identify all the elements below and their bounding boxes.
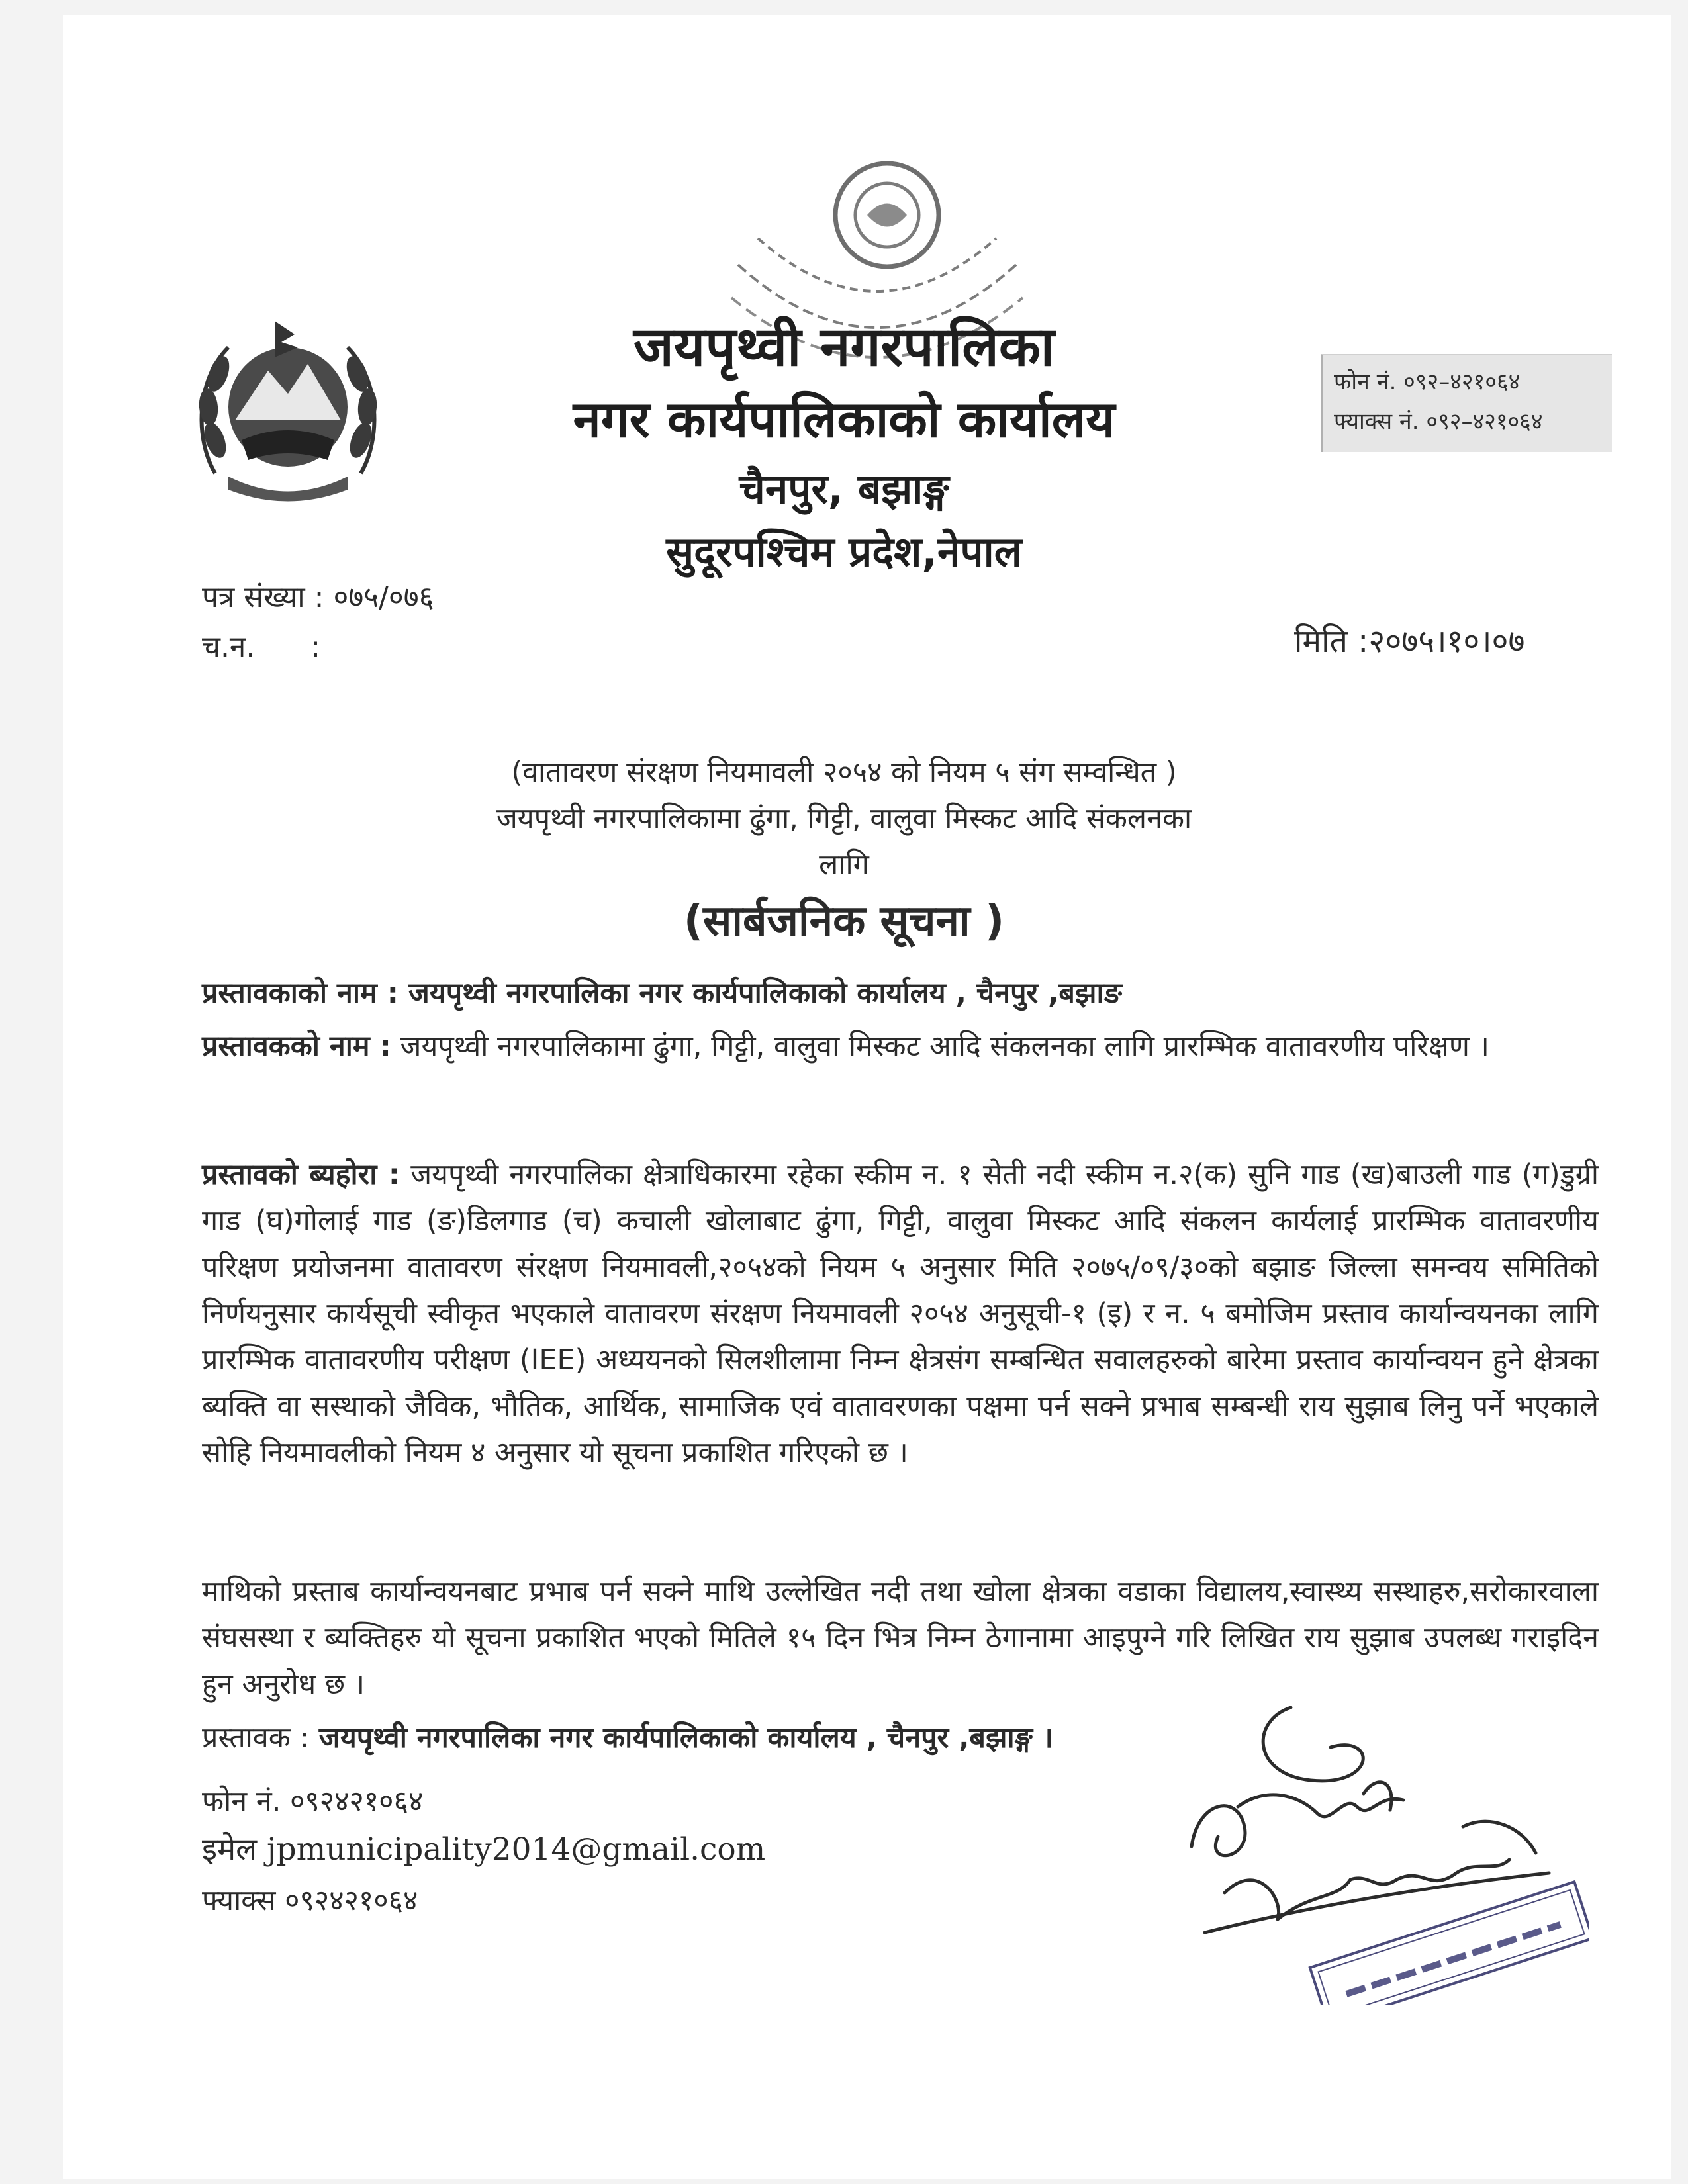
office-province: सुदूरपश्चिम प्रदेश,नेपाल [666, 527, 1022, 576]
proposal-details-paragraph [202, 1152, 1599, 1476]
office-name: नगर कार्यपालिकाको कार्यालय [573, 390, 1115, 449]
subject-line-3: लागि [819, 848, 869, 882]
proposal-details-value: जयपृथ्वी नगरपालिका क्षेत्राधिकारमा रहेका स्कीम न. १ सेती नदी स्कीम न.२(क) सुनि गाड (ख)बाउली गाड (ग)डुग्री गाड (घ)गोलाई गाड (ङ)डिलगाड (च) कचाली खोलाबाट ढुंगा, गिट्टी, वालुवा मिस्कट आदि संकलन कार्यलाई प्रारम्भिक वातावरणीय परिक्षण प्रयोजनमा वातावरण संरक्षण नियमावली,२०५४को नियम ५ अनुसार मिति २०७५/०९/३०को बझाङ जिल्ला समन्वय समितिको निर्णयनुसार कार्यसूची स्वीकृत भएकाले वातावरण संरक्षण नियमावली २०५४ अनुसूची-१ (इ) र न. ५ बमोजिम प्रस्ताव कार्यान्वयनका लागि प्रारम्भिक वातावरणीय परीक्षण (IEE) अध्ययनको सिलशीलामा निम्न क्षेत्रसंग सम्बन्धित सवालहरुको बारेमा प्रस्ताव कार्यान्वयन हुने क्षेत्रका ब्यक्ति वा सस्थाको जैविक, भौतिक, आर्थिक, सामाजिक एवं वातावरणका पक्षमा पर्न सक्ने प्रभाब सम्बन्धी राय सुझाब लिनु पर्ने भएकाले सोहि नियमावलीको नियम ४ अनुसार यो सूचना प्रकाशित गरिएको छ । [202, 1158, 1599, 1469]
proposal-name-paragraph [202, 1019, 1599, 1073]
proposer-name-label: प्रस्तावकाको नाम : [202, 977, 399, 1010]
municipality-name: जयपृथ्वी नगरपालिका [633, 316, 1055, 379]
notice-title: (सार्बजनिक सूचना ) [683, 897, 1005, 946]
dispatch-number: च.न. : [202, 630, 321, 664]
proposer-label: प्रस्तावक : [202, 1721, 309, 1754]
header-contact-box [1321, 354, 1612, 452]
footer-email: इमेल jpmunicipality2014@gmail.com [202, 1831, 766, 1868]
header-phone: फोन नं. ०९२–४२१०६४ [1334, 369, 1521, 395]
footer-fax: फ्याक्स ०९२४२१०६४ [202, 1884, 418, 1917]
letter-date: मिति :२०७५।१०।०७ [1294, 623, 1525, 660]
letter-reference-number: पत्र संख्या : ०७५/०७६ [202, 580, 434, 614]
proposal-name-label: प्रस्तावकको नाम : [202, 1030, 391, 1063]
subject-line-1: (वातावरण संरक्षण नियमावली २०५४ को नियम ५ संग सम्वन्धित ) [511, 756, 1177, 789]
footer-phone: फोन नं. ०९२४२१०६४ [202, 1785, 424, 1818]
proposer-name-value: जयपृथ्वी नगरपालिका नगर कार्यपालिकाको कार्यालय , चैनपुर ,बझाङ [408, 977, 1123, 1010]
subject-line-2: जयपृथ्वी नगरपालिकामा ढुंगा, गिट्टी, वालुवा मिस्कट आदि संकलनका [496, 802, 1192, 835]
proposal-details-label: प्रस्तावको ब्यहोरा : [202, 1158, 400, 1191]
office-location: चैनपुर, बझाङ्ग [739, 465, 949, 513]
header-fax: फ्याक्स नं. ०९२–४२१०६४ [1334, 408, 1543, 435]
request-paragraph: माथिको प्रस्ताब कार्यान्वयनबाट प्रभाब पर्न सक्ने माथि उल्लेखित नदी तथा खोला क्षेत्रका वडाका विद्यालय,स्वास्थ्य सस्थाहरु,सरोकारवाला संघसस्था र ब्यक्तिहरु यो सूचना प्रकाशित भएको मितिले १५ दिन भित्र निम्न ठेगानामा आइपुग्ने गरि लिखित राय सुझाब उपलब्ध गराइदिन हुन अनुरोध छ । [202, 1575, 1599, 1701]
signature-with-officer-stamp [1178, 1694, 1589, 2005]
proposer-name-paragraph [202, 970, 1599, 1017]
proposer-value: जयपृथ्वी नगरपालिका नगर कार्यपालिकाको कार्यालय , चैनपुर ,बझाङ्ग । [318, 1721, 1054, 1754]
proposal-name-value: जयपृथ्वी नगरपालिकामा ढुंगा, गिट्टी, वालुवा मिस्कट आदि संकलनका लागि प्रारम्भिक वातावरणीय परिक्षण । [400, 1030, 1489, 1063]
